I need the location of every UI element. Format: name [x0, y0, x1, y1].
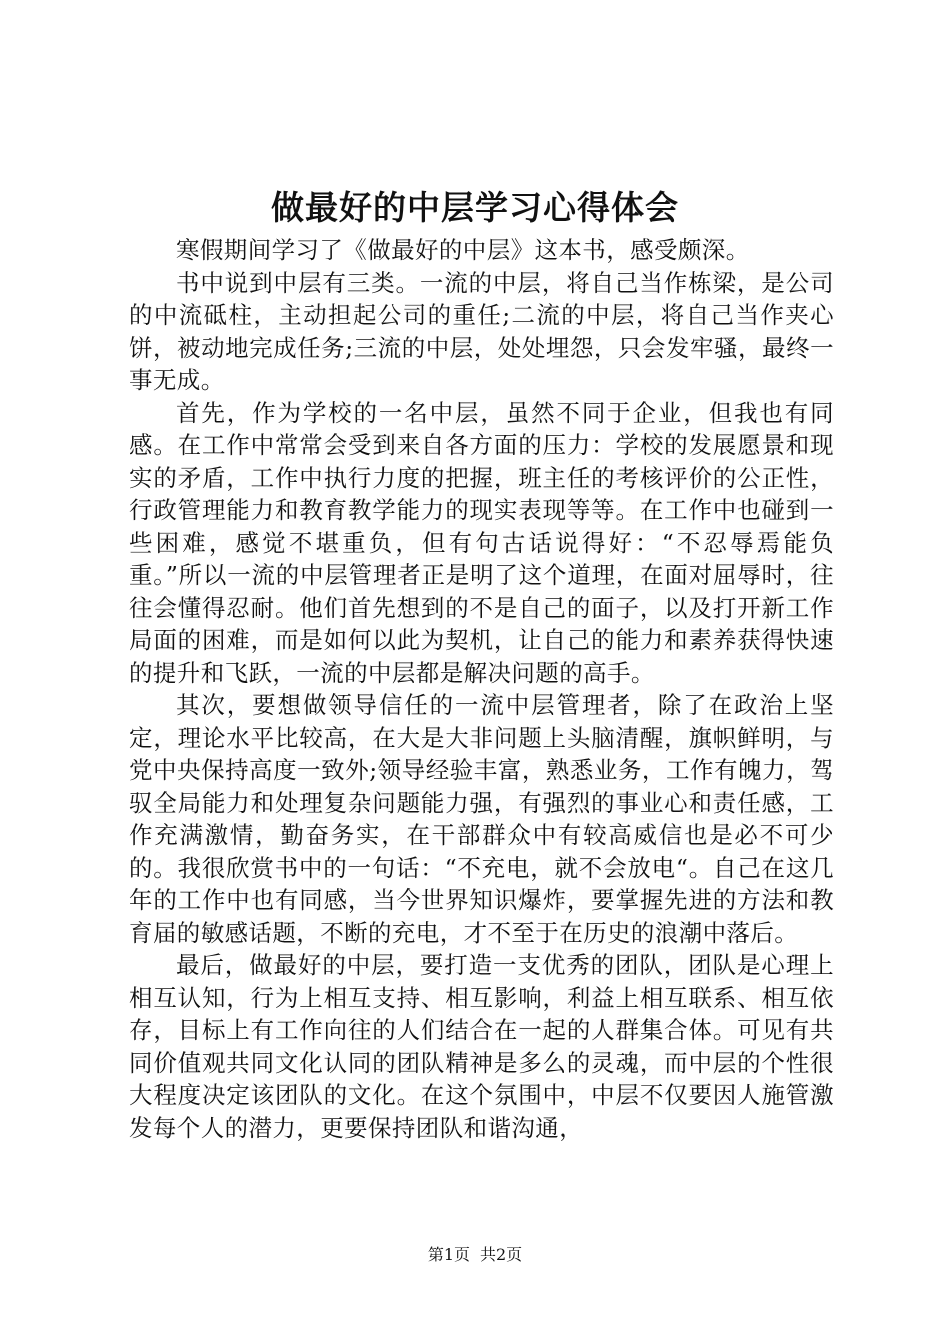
paragraph-1: 寒假期间学习了《做最好的中层》这本书，感受颇深。	[176, 236, 750, 264]
page-footer	[0, 1245, 950, 1265]
document-body	[129, 234, 834, 1144]
paragraph-2: 书中说到中层有三类。一流的中层，将自己当作栋梁，是公司的中流砥柱，主动担起公司的重任;二流的中层，将自己当作夹心饼，被动地完成任务;三流的中层，处处埋怨，只会发牢骚，最终一事无成。	[129, 268, 834, 394]
document-title: 做最好的中层学习心得体会	[271, 188, 679, 227]
page-number-total: 共2页	[480, 1245, 523, 1264]
paragraph-3: 首先，作为学校的一名中层，虽然不同于企业，但我也有同感。在工作中常常会受到来自各方面的压力：学校的发展愿景和现实的矛盾，工作中执行力度的把握，班主任的考核评价的公正性，行政管理能力和教育教学能力的现实表现等等。在工作中也碰到一些困难，感觉不堪重负，但有句古话说得好：“不忍辱焉能负重。”所以一流的中层管理者正是明了这个道理，在面对屈辱时，往往会懂得忍耐。他们首先想到的不是自己的面子，以及打开新工作局面的困难，而是如何以此为契机，让自己的能力和素养获得快速的提升和飞跃，一流的中层都是解决问题的高手。	[129, 398, 834, 687]
paragraph-5: 最后，做最好的中层，要打造一支优秀的团队，团队是心理上相互认知，行为上相互支持、相互影响，利益上相互联系、相互依存，目标上有工作向往的人们结合在一起的人群集合体。可见有共同价值观共同文化认同的团队精神是多么的灵魂，而中层的个性很大程度决定该团队的文化。在这个氛围中，中层不仅要因人施管激发每个人的潜力，更要保持团队和谐沟通，	[129, 951, 834, 1142]
paragraph-4: 其次，要想做领导信任的一流中层管理者，除了在政治上坚定，理论水平比较高，在大是大非问题上头脑清醒，旗帜鲜明，与党中央保持高度一致外;领导经验丰富，熟悉业务，工作有魄力，驾驭全局能力和处理复杂问题能力强，有强烈的事业心和责任感，工作充满激情，勤奋务实，在干部群众中有较高威信也是必不可少的。我很欣赏书中的一句话：“不充电，就不会放电“。自己在这几年的工作中也有同感，当今世界知识爆炸，要掌握先进的方法和教育届的敏感话题，不断的充电，才不至于在历史的浪潮中落后。	[129, 691, 834, 947]
page-number-current: 第1页	[427, 1245, 470, 1264]
